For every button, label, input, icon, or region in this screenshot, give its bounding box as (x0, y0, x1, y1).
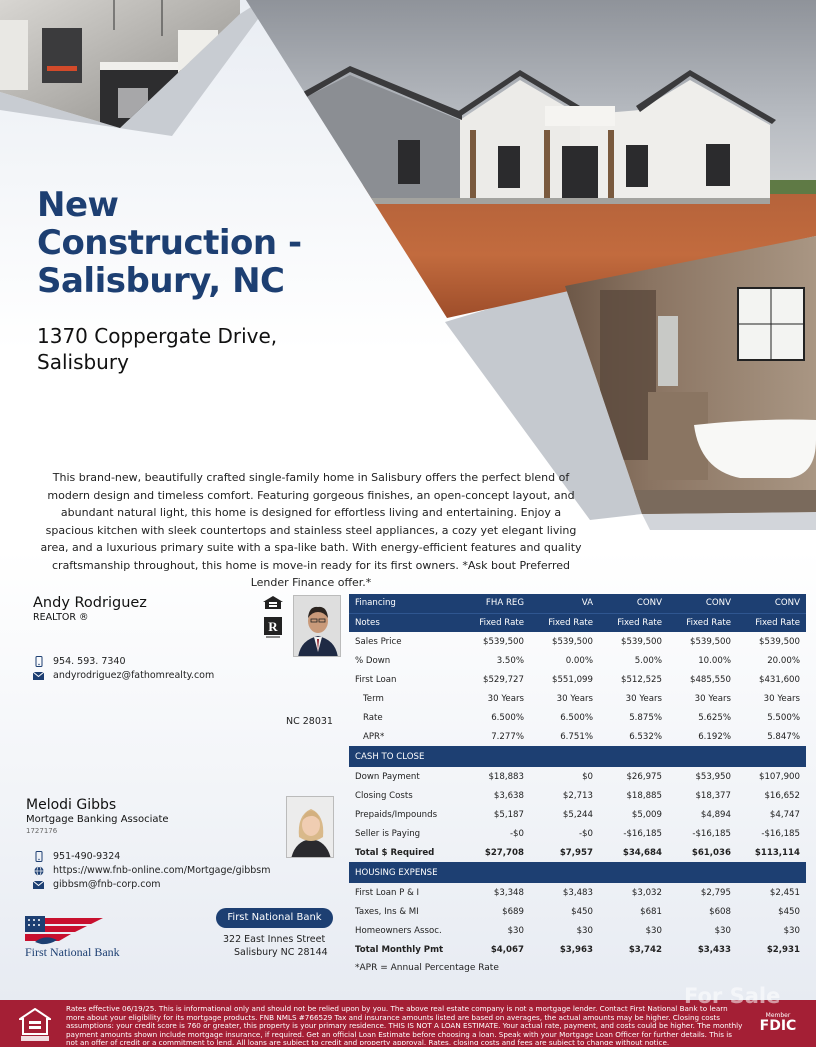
agent-headshot (293, 595, 341, 657)
row-value: $529,727 (482, 674, 524, 685)
table-row (349, 921, 806, 940)
lender-website[interactable]: https://www.fnb-online.com/Mortgage/gibbsm (53, 865, 271, 876)
svg-text:R: R (268, 619, 278, 634)
row-value: $551,099 (551, 674, 593, 685)
row-value: $4,067 (490, 944, 524, 955)
row-value: $3,348 (493, 887, 524, 898)
table-row (349, 651, 806, 670)
row-label: First Loan (355, 674, 397, 685)
apr-note: *APR = Annual Percentage Rate (355, 963, 499, 973)
row-label: Notes (349, 613, 461, 632)
row-value: $689 (502, 906, 524, 917)
row-value: $7,957 (559, 847, 593, 858)
agent-phone[interactable]: 954. 593. 7340 (53, 656, 126, 667)
agent-phone-row[interactable] (33, 656, 126, 667)
row-label: APR* (363, 731, 385, 742)
row-value: $34,684 (622, 847, 662, 858)
row-value: $512,525 (620, 674, 662, 685)
financing-table (349, 594, 806, 959)
row-value: $539,500 (689, 636, 731, 647)
phone-icon (33, 851, 44, 862)
branch-city: Salisbury NC 28144 (234, 947, 328, 958)
row-value: 3.50% (496, 655, 524, 666)
row-label: Total $ Required (355, 847, 435, 858)
row-value: $30 (714, 925, 731, 936)
cash-to-close-section (349, 746, 806, 767)
row-value: 7.277% (491, 731, 524, 742)
agent-email[interactable]: andyrodriguez@fathomrealty.com (53, 670, 215, 681)
row-value: CONV (737, 594, 806, 613)
row-value: $107,900 (758, 771, 800, 782)
row-value: Fixed Rate (737, 613, 806, 632)
listing-address: 1370 Coppergate Drive, Salisbury (37, 324, 278, 374)
row-value: -$16,185 (623, 828, 662, 839)
row-value: $5,187 (493, 809, 524, 820)
row-value: $2,931 (766, 944, 800, 955)
row-label: Prepaids/Impounds (355, 809, 438, 820)
row-value: -$0 (509, 828, 524, 839)
table-row (349, 940, 806, 959)
row-value: $681 (640, 906, 662, 917)
row-value: Fixed Rate (461, 613, 530, 632)
envelope-icon (33, 670, 44, 681)
row-value: $608 (709, 906, 731, 917)
row-value: $3,433 (697, 944, 731, 955)
globe-icon (33, 865, 44, 876)
row-value: $18,377 (695, 790, 731, 801)
section-label: CASH TO CLOSE (349, 746, 806, 767)
row-value: Fixed Rate (530, 613, 599, 632)
row-value: $18,885 (626, 790, 662, 801)
equal-housing-opportunity-icon (263, 596, 283, 610)
footer-disclaimer: Rates effective 06/19/25. This is informational only and should not be relied upon by you. The above real estate company is not a mortgage lender. Contact First National Bank to learn more about your eligibility for its mortgage products. FNB NMLS #766529 Tax and insurance amounts listed are based on averages, the actual amounts may be higher. Closing costs assumptions: your credit score is 760 or greater, this property is your primary residence. THIS IS NOT A LOAN ESTIMATE. Your actual rate, payment, and costs could be higher. The monthly payment amounts shown include mortgage insurance, if required. Get an official Loan Estimate before choosing a loan. Speak with your Mortgage Loan Officer for further details. This is not an offer of credit or a commitment to lend. All loans are subject to credit and property approval. Rates, closing costs and fees are subject to change without notice. (66, 1005, 743, 1045)
row-value: $3,638 (493, 790, 524, 801)
row-value: 20.00% (767, 655, 800, 666)
row-value: CONV (668, 594, 737, 613)
row-value: $2,795 (700, 887, 731, 898)
row-value: $113,114 (754, 847, 800, 858)
row-value: $0 (582, 771, 593, 782)
table-row (349, 689, 806, 708)
row-value: $539,500 (482, 636, 524, 647)
row-value: -$0 (578, 828, 593, 839)
table-header-row (349, 594, 806, 613)
lender-phone-row[interactable] (33, 851, 120, 862)
row-label: Seller is Paying (355, 828, 421, 839)
row-value: 10.00% (698, 655, 731, 666)
row-value: $3,483 (562, 887, 593, 898)
row-value: $539,500 (620, 636, 662, 647)
row-value: $30 (576, 925, 593, 936)
row-label: % Down (355, 655, 391, 666)
agent-name: Andy Rodriguez (33, 595, 147, 611)
row-value: 30 Years (763, 693, 800, 704)
row-value: 30 Years (487, 693, 524, 704)
row-value: 6.500% (491, 712, 524, 723)
financing-table-wrap (349, 594, 806, 973)
fnb-logo-text: First National Bank (25, 945, 120, 959)
lender-name: Melodi Gibbs (26, 797, 117, 813)
row-value: $539,500 (551, 636, 593, 647)
row-value: $30 (783, 925, 800, 936)
agent-title: REALTOR ® (33, 612, 89, 623)
phone-icon (33, 656, 44, 667)
table-notes-row (349, 613, 806, 632)
row-value: 5.847% (767, 731, 800, 742)
table-row (349, 902, 806, 921)
lender-nmls: 1727176 (26, 827, 58, 835)
row-label: Term (363, 693, 384, 704)
row-value: $16,652 (764, 790, 800, 801)
table-row (349, 708, 806, 727)
table-row (349, 727, 806, 746)
row-value: $3,742 (628, 944, 662, 955)
row-value: $2,451 (769, 887, 800, 898)
row-value: 30 Years (694, 693, 731, 704)
row-value: $3,963 (559, 944, 593, 955)
row-value: $53,950 (695, 771, 731, 782)
row-value: CONV (599, 594, 668, 613)
envelope-icon (33, 879, 44, 890)
row-label: Homeowners Assoc. (355, 925, 442, 936)
lender-headshot (286, 796, 334, 858)
row-value: $61,036 (691, 847, 731, 858)
row-value: $30 (645, 925, 662, 936)
row-value: -$16,185 (761, 828, 800, 839)
row-value: 6.751% (560, 731, 593, 742)
branch-badge: First National Bank (216, 908, 333, 928)
row-value: 6.500% (560, 712, 593, 723)
housing-expense-section (349, 862, 806, 883)
table-row (349, 767, 806, 786)
row-value: $4,894 (700, 809, 731, 820)
row-value: $485,550 (689, 674, 731, 685)
row-value: $431,600 (758, 674, 800, 685)
row-value: $30 (507, 925, 524, 936)
row-label: First Loan P & I (355, 887, 420, 898)
row-value: $3,032 (631, 887, 662, 898)
row-value: 6.532% (629, 731, 662, 742)
fdic-text: FDIC (759, 1018, 797, 1034)
row-value: VA (530, 594, 599, 613)
listing-title: New Construction - Salisbury, NC (37, 185, 302, 301)
row-value: 5.875% (629, 712, 662, 723)
table-row (349, 786, 806, 805)
row-label: Taxes, Ins & MI (355, 906, 419, 917)
row-value: -$16,185 (692, 828, 731, 839)
row-label: Rate (363, 712, 383, 723)
row-value: $450 (571, 906, 593, 917)
row-label: Sales Price (355, 636, 402, 647)
row-label: Financing (349, 594, 461, 613)
agent-email-row[interactable] (33, 670, 214, 681)
table-row (349, 843, 806, 862)
table-row (349, 632, 806, 651)
table-row (349, 883, 806, 902)
row-value: $26,975 (626, 771, 662, 782)
lender-phone[interactable]: 951-490-9324 (53, 851, 121, 862)
lender-email-row[interactable] (33, 879, 161, 890)
row-value: 0.00% (565, 655, 593, 666)
row-value: $450 (778, 906, 800, 917)
fdic-logo (758, 1012, 798, 1038)
row-value: Fixed Rate (599, 613, 668, 632)
realtor-r-icon (264, 617, 282, 639)
row-value: Fixed Rate (668, 613, 737, 632)
row-value: 5.500% (767, 712, 800, 723)
row-value: 30 Years (556, 693, 593, 704)
table-row (349, 805, 806, 824)
fdic-member: Member (765, 1012, 791, 1019)
row-value: $27,708 (484, 847, 524, 858)
equal-housing-lender-icon (19, 1008, 51, 1042)
frame-shape-bottom (642, 512, 816, 530)
agent-zip: NC 28031 (286, 716, 333, 727)
row-label: Total Monthly Pmt (355, 944, 444, 955)
listing-description: This brand-new, beautifully crafted single-family home in Salisbury offers the perfect blend of modern design and timeless comfort. Featuring gorgeous finishes, an open-concept layout, and abundant natural light, this home is designed for effortless living and entertaining. Enjoy a spacious kitchen with sleek countertops and stainless steel appliances, a cozy yet elegant living area, and a luxurious primary suite with a spa-like bath. With energy-efficient features and quality craftsmanship throughout, this home is move-in ready for its first owners. *Ask bout Preferred Lender Finance offer.* (40, 471, 582, 589)
lender-title: Mortgage Banking Associate (26, 814, 169, 825)
row-value: 5.00% (634, 655, 662, 666)
for-sale-watermark: For Sale (684, 984, 781, 1008)
row-value: $5,244 (562, 809, 593, 820)
row-value: $4,747 (769, 809, 800, 820)
row-value: 6.192% (698, 731, 731, 742)
row-value: $2,713 (562, 790, 593, 801)
row-value: FHA REG (461, 594, 530, 613)
row-label: Down Payment (355, 771, 420, 782)
lender-email[interactable]: gibbsm@fnb-corp.com (53, 879, 161, 890)
row-value: $5,009 (631, 809, 662, 820)
table-row (349, 670, 806, 689)
row-value: $539,500 (758, 636, 800, 647)
row-value: 30 Years (625, 693, 662, 704)
row-value: 5.625% (698, 712, 731, 723)
table-row (349, 824, 806, 843)
row-label: Closing Costs (355, 790, 413, 801)
lender-website-row[interactable] (33, 865, 271, 876)
section-label: HOUSING EXPENSE (349, 862, 806, 883)
row-value: $18,883 (488, 771, 524, 782)
branch-street: 322 East Innes Street (223, 934, 326, 945)
